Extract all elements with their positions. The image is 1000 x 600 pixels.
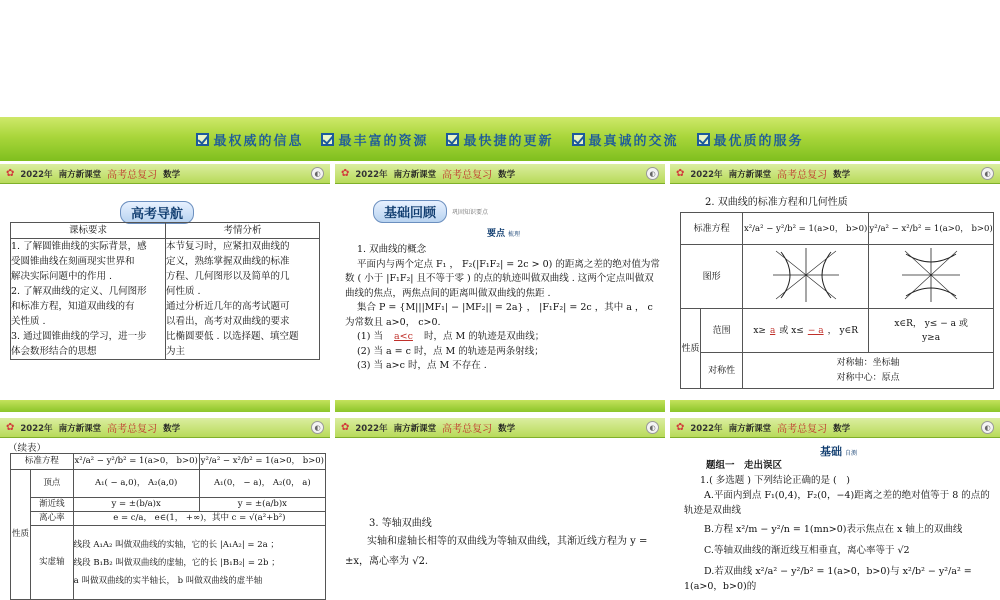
flower-icon: ✿ — [341, 422, 350, 433]
banner-item: 最优质的服务 — [697, 130, 804, 149]
home-icon: ◐ — [981, 167, 994, 180]
section-heading: 3. 等轴双曲线 — [369, 518, 432, 529]
slide-thumbnail-3[interactable] — [670, 164, 1000, 412]
slide-header: ✿ 2022年 南方新课堂 高考总复习 数学 ◐ — [335, 164, 665, 184]
col-header: 课标要求 — [11, 223, 166, 239]
option-b: B.方程 x²/m − y²/n = 1(mn>0)表示焦点在 x 轴上的双曲线 — [704, 524, 963, 535]
analysis-cell: 本节复习时，应紧扣双曲线的 定义，熟练掌握双曲线的标准 方程、几何图形以及简单的几 何性质 . 通过分析近几年的高考试题可 以看出，高考对双曲线的要求 比椭圆要低 . 以选择题、填空题 为主 — [166, 239, 320, 360]
home-icon: ◐ — [646, 421, 659, 434]
vertical-hyperbola-figure — [900, 246, 962, 304]
equilateral-paragraph: 实轴和虚轴长相等的双曲线为等轴双曲线，其渐近线方程为 y = ±x，离心率为 √2. — [345, 536, 648, 567]
slide-thumbnail-1[interactable] — [0, 164, 330, 412]
question-group: 题组一 走出误区 — [706, 460, 783, 471]
section-tag: 要点 梳理 — [487, 229, 521, 239]
requirements-cell: 1. 了解圆锥曲线的实际背景，感 受圆锥曲线在刻画现实世界和 解决实际问题中的作用 . 2. 了解双曲线的定义、几何图形 和标准方程，知道双曲线的有 关性质 . 3. 通过圆锥曲线的学习，进一步 体会数形结合的思想 — [11, 239, 166, 360]
top-banner — [0, 117, 1000, 161]
properties-table: 标准方程 x²/a² − y²/b² = 1(a>0， b>0) y²/a² − x²/b² = 1(a>0， b>0) 图形 性质 范围 x≥ a 或 x≤ − a ， y∈R x∈R， y≤ − a 或 y≥a 对称性 对称轴：坐标轴 对称中心：原点 — [680, 212, 994, 389]
home-icon: ◐ — [646, 167, 659, 180]
home-icon: ◐ — [311, 167, 324, 180]
home-icon: ◐ — [311, 421, 324, 434]
checkbox-icon — [572, 133, 585, 146]
checkbox-icon — [196, 133, 209, 146]
slide-header: ✿ 2022年 南方新课堂 高考总复习 数学 ◐ — [335, 418, 665, 438]
checkbox-icon — [321, 133, 334, 146]
banner-item: 最权威的信息 — [196, 130, 303, 149]
flower-icon: ✿ — [6, 168, 15, 179]
slide-footer — [670, 400, 1000, 412]
banner-item: 最丰富的资源 — [321, 130, 428, 149]
horizontal-hyperbola-figure — [771, 246, 841, 304]
slide-header: ✿ 2022年 南方新课堂 高考总复习 数学 ◐ — [0, 418, 330, 438]
continued-label: （续表） — [8, 443, 47, 454]
slide-thumbnail-2[interactable] — [335, 164, 665, 412]
section-tag: 基础 自测 — [820, 445, 858, 458]
question-stem: 1.( 多选题 ) 下列结论正确的是 ( ) — [700, 475, 850, 486]
slide-thumbnail-5[interactable] — [335, 418, 665, 600]
flower-icon: ✿ — [341, 168, 350, 179]
flower-icon: ✿ — [676, 168, 685, 179]
symmetry-cell: 对称轴：坐标轴 对称中心：原点 — [743, 353, 994, 389]
flower-icon: ✿ — [676, 422, 685, 433]
checkbox-icon — [446, 133, 459, 146]
home-icon: ◐ — [981, 421, 994, 434]
flower-icon: ✿ — [6, 422, 15, 433]
banner-item: 最真诚的交流 — [572, 130, 679, 149]
slide-title: 基础回顾 巩固知识要点 — [373, 200, 488, 223]
slide-footer — [0, 400, 330, 412]
checkbox-icon — [697, 133, 710, 146]
banner-item: 最快捷的更新 — [446, 130, 553, 149]
figure-cell — [869, 245, 994, 309]
case-line: (2) 当 a = c 时，点 M 的轨迹是两条射线； — [357, 345, 544, 357]
properties-table-continued: 标准方程 x²/a² − y²/b² = 1(a>0， b>0) y²/a² − x²/b² = 1(a>0， b>0) 性质 顶点 A₁( − a,0)， A₂(a,0) A₁(0， − a)， A₂(0， a) 渐近线 y = ±(b/a)x y = ±(a/b)x 离心率 e = c/a， e∈(1， +∞)，其中 c = √(a²+b²) 实虚轴 线段 A₁A₂ 叫做双曲线的实轴，它的长 |A₁A₂| = 2a ； 线段 B₁B₂ 叫做双曲线的虚轴，它的长 |B₁B₂| = 2b ； a 叫做双曲线的实半轴长， b 叫做双曲线的虚半轴 — [10, 453, 326, 600]
range-cell: x≥ a 或 x≤ − a ， y∈R — [743, 309, 869, 353]
slide-title: 高考导航 — [120, 201, 194, 224]
definition-paragraph: 平面内与两个定点 F₁ ， F₂(|F₁F₂| = 2c > 0) 的距离之差的绝对值为常数 ( 小于 |F₁F₂| 且不等于零 ) 的点的轨迹叫做双曲线 . 这两个定点叫做双曲线的焦点，两焦点间的距离叫做双曲线的焦距 . — [345, 258, 660, 299]
col-header: 考情分析 — [166, 223, 320, 239]
section-heading: 2. 双曲线的标准方程和几何性质 — [705, 197, 848, 208]
slide-footer — [335, 400, 665, 412]
section-heading: 1. 双曲线的概念 — [357, 244, 427, 255]
quiz-body — [684, 458, 994, 594]
slide-thumbnail-6[interactable] — [670, 418, 1000, 600]
figure-cell — [743, 245, 869, 309]
slide-header: ✿ 2022年 南方新课堂 高考总复习 数学 ◐ — [0, 164, 330, 184]
case-line: (1) 当 a<c 时，点 M 的轨迹是双曲线； — [357, 331, 545, 342]
requirements-table — [10, 222, 320, 360]
answer-blank: a<c — [394, 331, 413, 342]
concept-body — [345, 243, 663, 374]
option-a: A.平面内到点 F₁(0,4)，F₂(0，−4)距离之差的绝对值等于 8 的点的轨迹是双曲线 — [684, 490, 990, 516]
slide-header: ✿ 2022年 南方新课堂 高考总复习 数学 ◐ — [670, 164, 1000, 184]
option-c: C.等轴双曲线的渐近线互相垂直，离心率等于 √2 — [704, 545, 910, 556]
range-cell: x∈R， y≤ − a 或 y≥a — [869, 309, 994, 353]
set-paragraph: 集合 P = {M|||MF₁| − |MF₂|| = 2a} ， |F₁F₂| = 2c ，其中 a ， c 为常数且 a>0， c>0. — [345, 302, 653, 328]
slide-header: ✿ 2022年 南方新课堂 高考总复习 数学 ◐ — [670, 418, 1000, 438]
option-d: D.若双曲线 x²/a² − y²/b² = 1(a>0，b>0)与 x²/b² − y²/a² = 1(a>0，b>0)的 — [684, 566, 972, 592]
slide-thumbnail-4[interactable] — [0, 418, 330, 600]
axis-cell: 线段 A₁A₂ 叫做双曲线的实轴，它的长 |A₁A₂| = 2a ； 线段 B₁B₂ 叫做双曲线的虚轴，它的长 |B₁B₂| = 2b ； a 叫做双曲线的实半轴长， b 叫做双曲线的虚半轴 — [73, 526, 325, 600]
case-line: (3) 当 a>c 时，点 M 不存在 . — [357, 360, 487, 371]
